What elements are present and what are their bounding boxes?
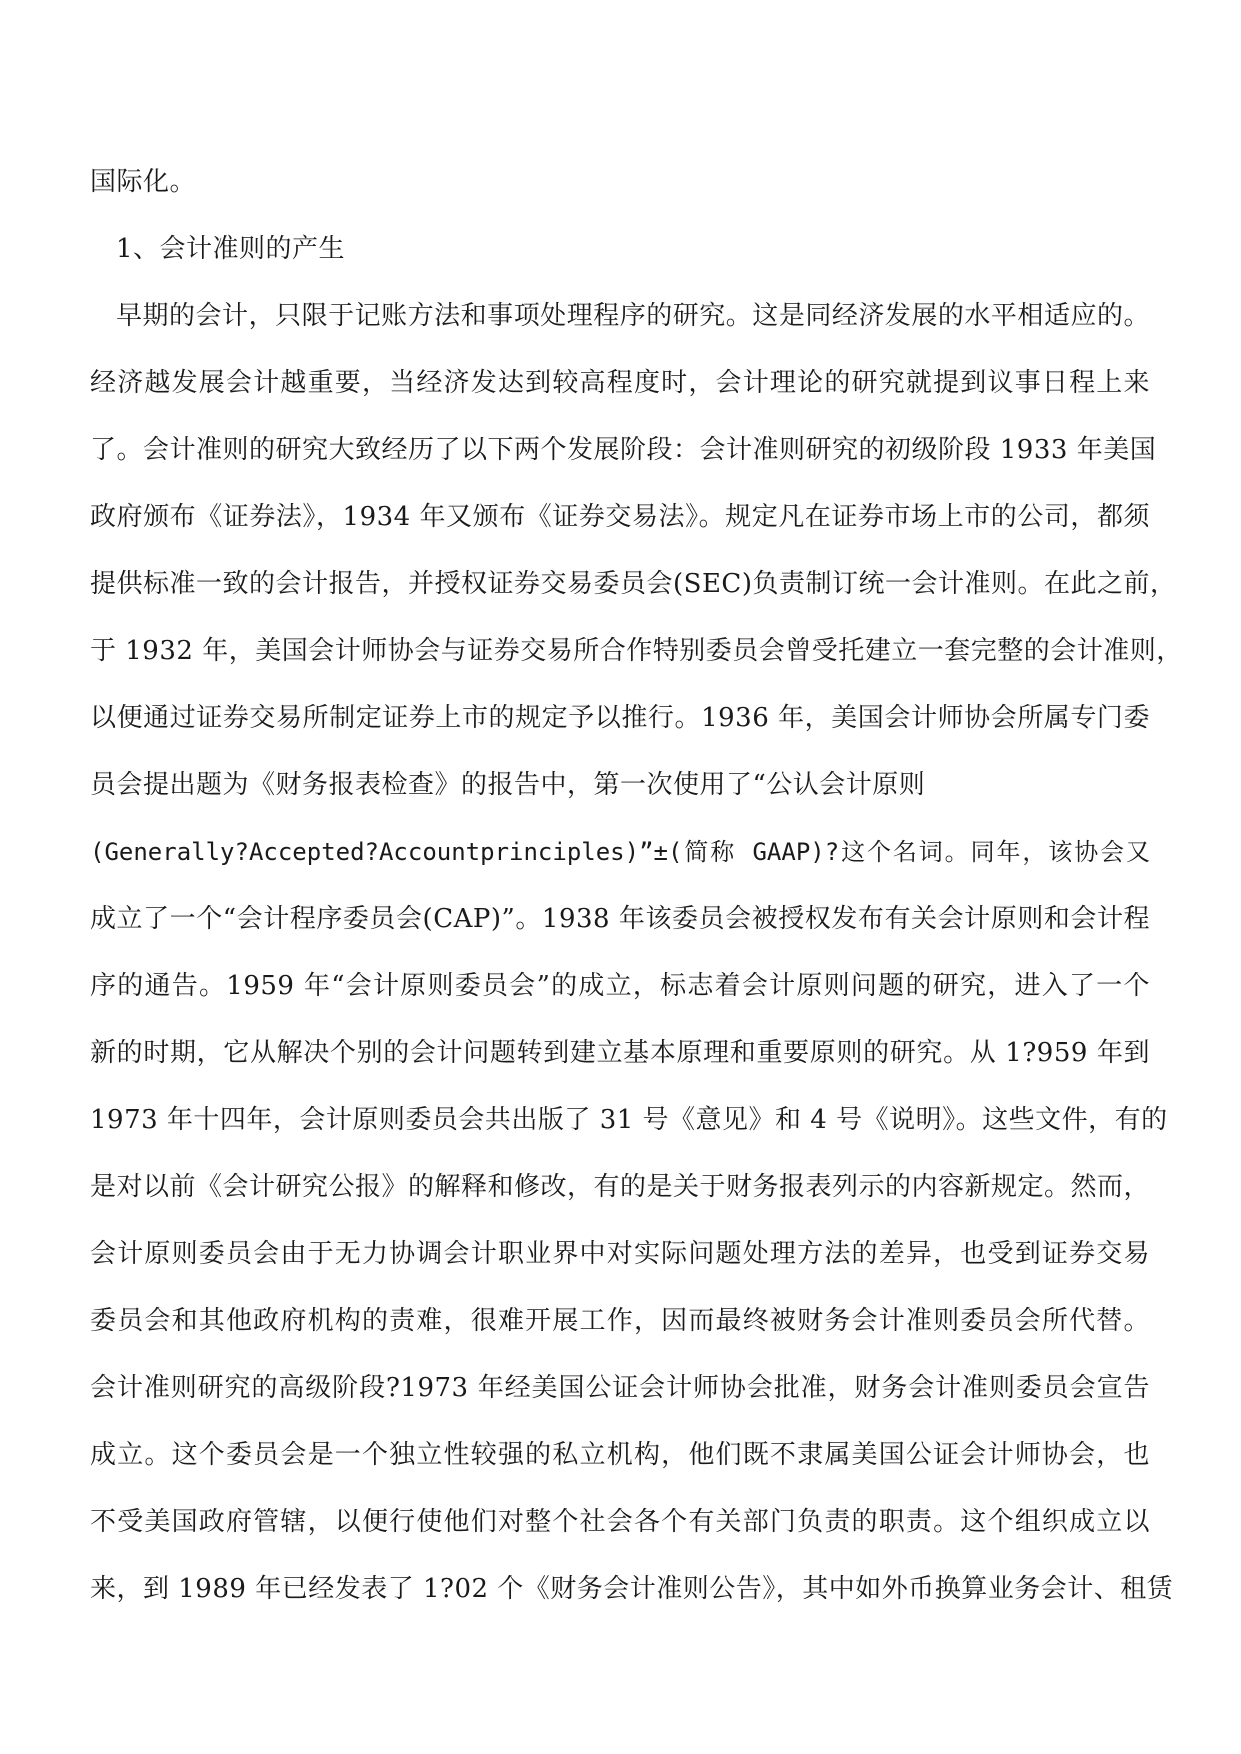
text-line: 新的时期，它从解决个别的会计问题转到建立基本原理和重要原则的研究。从 1?959 年到 xyxy=(90,1038,1150,1068)
text-line: 来，到 1989 年已经发表了 1?02 个《财务会计准则公告》，其中如外币换算业务会计、租赁 xyxy=(90,1574,1174,1604)
text-line: 1973 年十四年，会计原则委员会共出版了 31 号《意见》和 4 号《说明》。这些文件，有的 xyxy=(90,1105,1168,1135)
text-line: 提供标准一致的会计报告，并授权证券交易委员会(SEC)负责制订统一会计准则。在此之前， xyxy=(90,569,1177,599)
text-line: 会计准则研究的高级阶段?1973 年经美国公证会计师协会批准，财务会计准则委员会宣告 xyxy=(90,1373,1150,1403)
text-line: 了。会计准则的研究大致经历了以下两个发展阶段：会计准则研究的初级阶段 1933 年美国 xyxy=(90,435,1157,465)
text-line: 经济越发展会计越重要，当经济发达到较高程度时，会计理论的研究就提到议事日程上来 xyxy=(90,368,1150,398)
text-line: 国际化。 xyxy=(90,167,197,197)
text-line: 委员会和其他政府机构的责难，很难开展工作，因而最终被财务会计准则委员会所代替。 xyxy=(90,1306,1150,1336)
text-line: 成立。这个委员会是一个独立性较强的私立机构，他们既不隶属美国公证会计师协会，也 xyxy=(90,1440,1150,1470)
text-line: 会计原则委员会由于无力协调会计职业界中对实际问题处理方法的差异，也受到证券交易 xyxy=(90,1239,1150,1269)
text-line: 序的通告。1959 年“会计原则委员会”的成立，标志着会计原则问题的研究，进入了一个 xyxy=(90,971,1150,1001)
text-line: (Generally?Accepted?Accountprinciples)”±(简称 GAAP)?这个名词。同年，该协会又 xyxy=(90,838,1150,866)
text-line: 成立了一个“会计程序委员会(CAP)”。1938 年该委员会被授权发布有关会计原则和会计程 xyxy=(90,904,1150,934)
text-line: 以便通过证券交易所制定证券上市的规定予以推行。1936 年，美国会计师协会所属专门委 xyxy=(90,703,1150,733)
text-line: 员会提出题为《财务报表检查》的报告中，第一次使用了“公认会计原则 xyxy=(90,770,926,800)
text-line: 政府颁布《证券法》，1934 年又颁布《证券交易法》。规定凡在证券市场上市的公司，都须 xyxy=(90,502,1150,532)
text-line: 不受美国政府管辖，以便行使他们对整个社会各个有关部门负责的职责。这个组织成立以 xyxy=(90,1507,1150,1537)
text-line: 早期的会计，只限于记账方法和事项处理程序的研究。这是同经济发展的水平相适应的。 xyxy=(116,301,1150,331)
text-line: 是对以前《会计研究公报》的解释和修改，有的是关于财务报表列示的内容新规定。然而， xyxy=(90,1172,1151,1202)
text-line: 于 1932 年，美国会计师协会与证券交易所合作特别委员会曾受托建立一套完整的会计准则， xyxy=(90,636,1183,666)
section-heading: 1、会计准则的产生 xyxy=(116,234,346,264)
